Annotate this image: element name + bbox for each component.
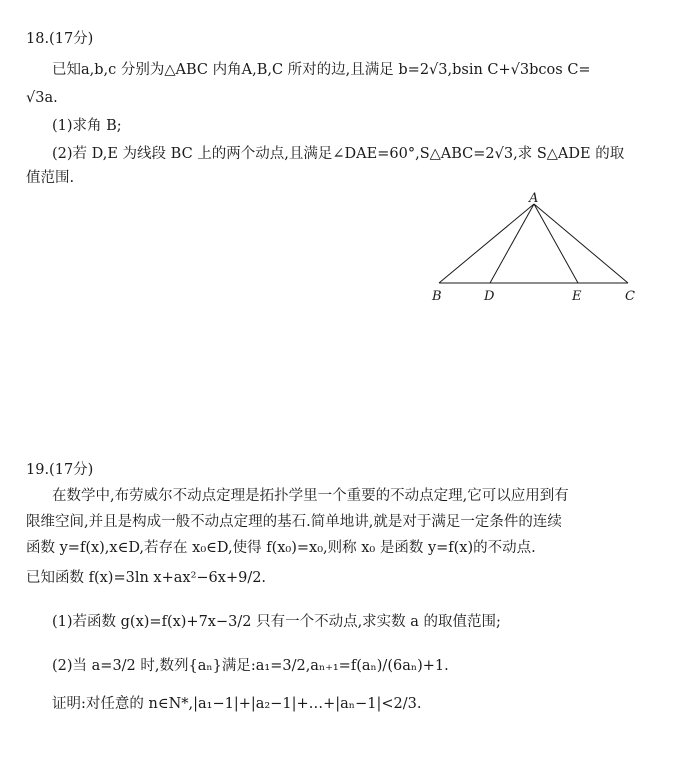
segment-ad: [490, 204, 534, 283]
label-b: B: [432, 289, 442, 304]
problem-18-question-1: (1)求角 B;: [52, 118, 122, 134]
problem-19-header: 19.(17分): [26, 462, 94, 478]
problem-19-question-1: (1)若函数 g(x)=f(x)+7x−3/2 只有一个不动点,求实数 a 的取值范围;: [52, 614, 501, 630]
problem-19-para-4: 已知函数 f(x)=3ln x+ax²−6x+9/2.: [26, 570, 267, 586]
label-a: A: [529, 191, 539, 206]
label-d: D: [484, 289, 495, 304]
triangle-figure: [425, 190, 645, 310]
segment-ae: [534, 204, 578, 283]
problem-18-header: 18.(17分): [26, 31, 94, 47]
segment-ac: [534, 204, 628, 283]
label-e: E: [572, 289, 582, 304]
problem-18-line-1: 已知a,b,c 分别为△ABC 内角A,B,C 所对的边,且满足 b=2√3,bsin C+√3bcos C=: [52, 62, 591, 78]
problem-19-para-3: 函数 y=f(x),x∈D,若存在 x₀∈D,使得 f(x₀)=x₀,则称 x₀ 是函数 y=f(x)的不动点.: [26, 540, 536, 556]
label-c: C: [625, 289, 635, 304]
problem-19-question-2: (2)当 a=3/2 时,数列{aₙ}满足:a₁=3/2,aₙ₊₁=f(aₙ)/(6aₙ)+1.: [52, 658, 449, 674]
problem-18-question-2-cont: 值范围.: [26, 170, 75, 186]
problem-19-para-1: 在数学中,布劳威尔不动点定理是拓扑学里一个重要的不动点定理,它可以应用到有: [52, 488, 569, 504]
problem-19-para-2: 限维空间,并且是构成一般不动点定理的基石.简单地讲,就是对于满足一定条件的连续: [26, 514, 562, 530]
problem-18-question-2: (2)若 D,E 为线段 BC 上的两个动点,且满足∠DAE=60°,S△ABC=2√3,求 S△ADE 的取: [52, 146, 625, 162]
problem-19-question-2-proof: 证明:对任意的 n∈N*,|a₁−1|+|a₂−1|+…+|aₙ−1|<2/3.: [52, 696, 422, 712]
problem-18-line-2: √3a.: [26, 90, 58, 106]
segment-ab: [439, 204, 534, 283]
